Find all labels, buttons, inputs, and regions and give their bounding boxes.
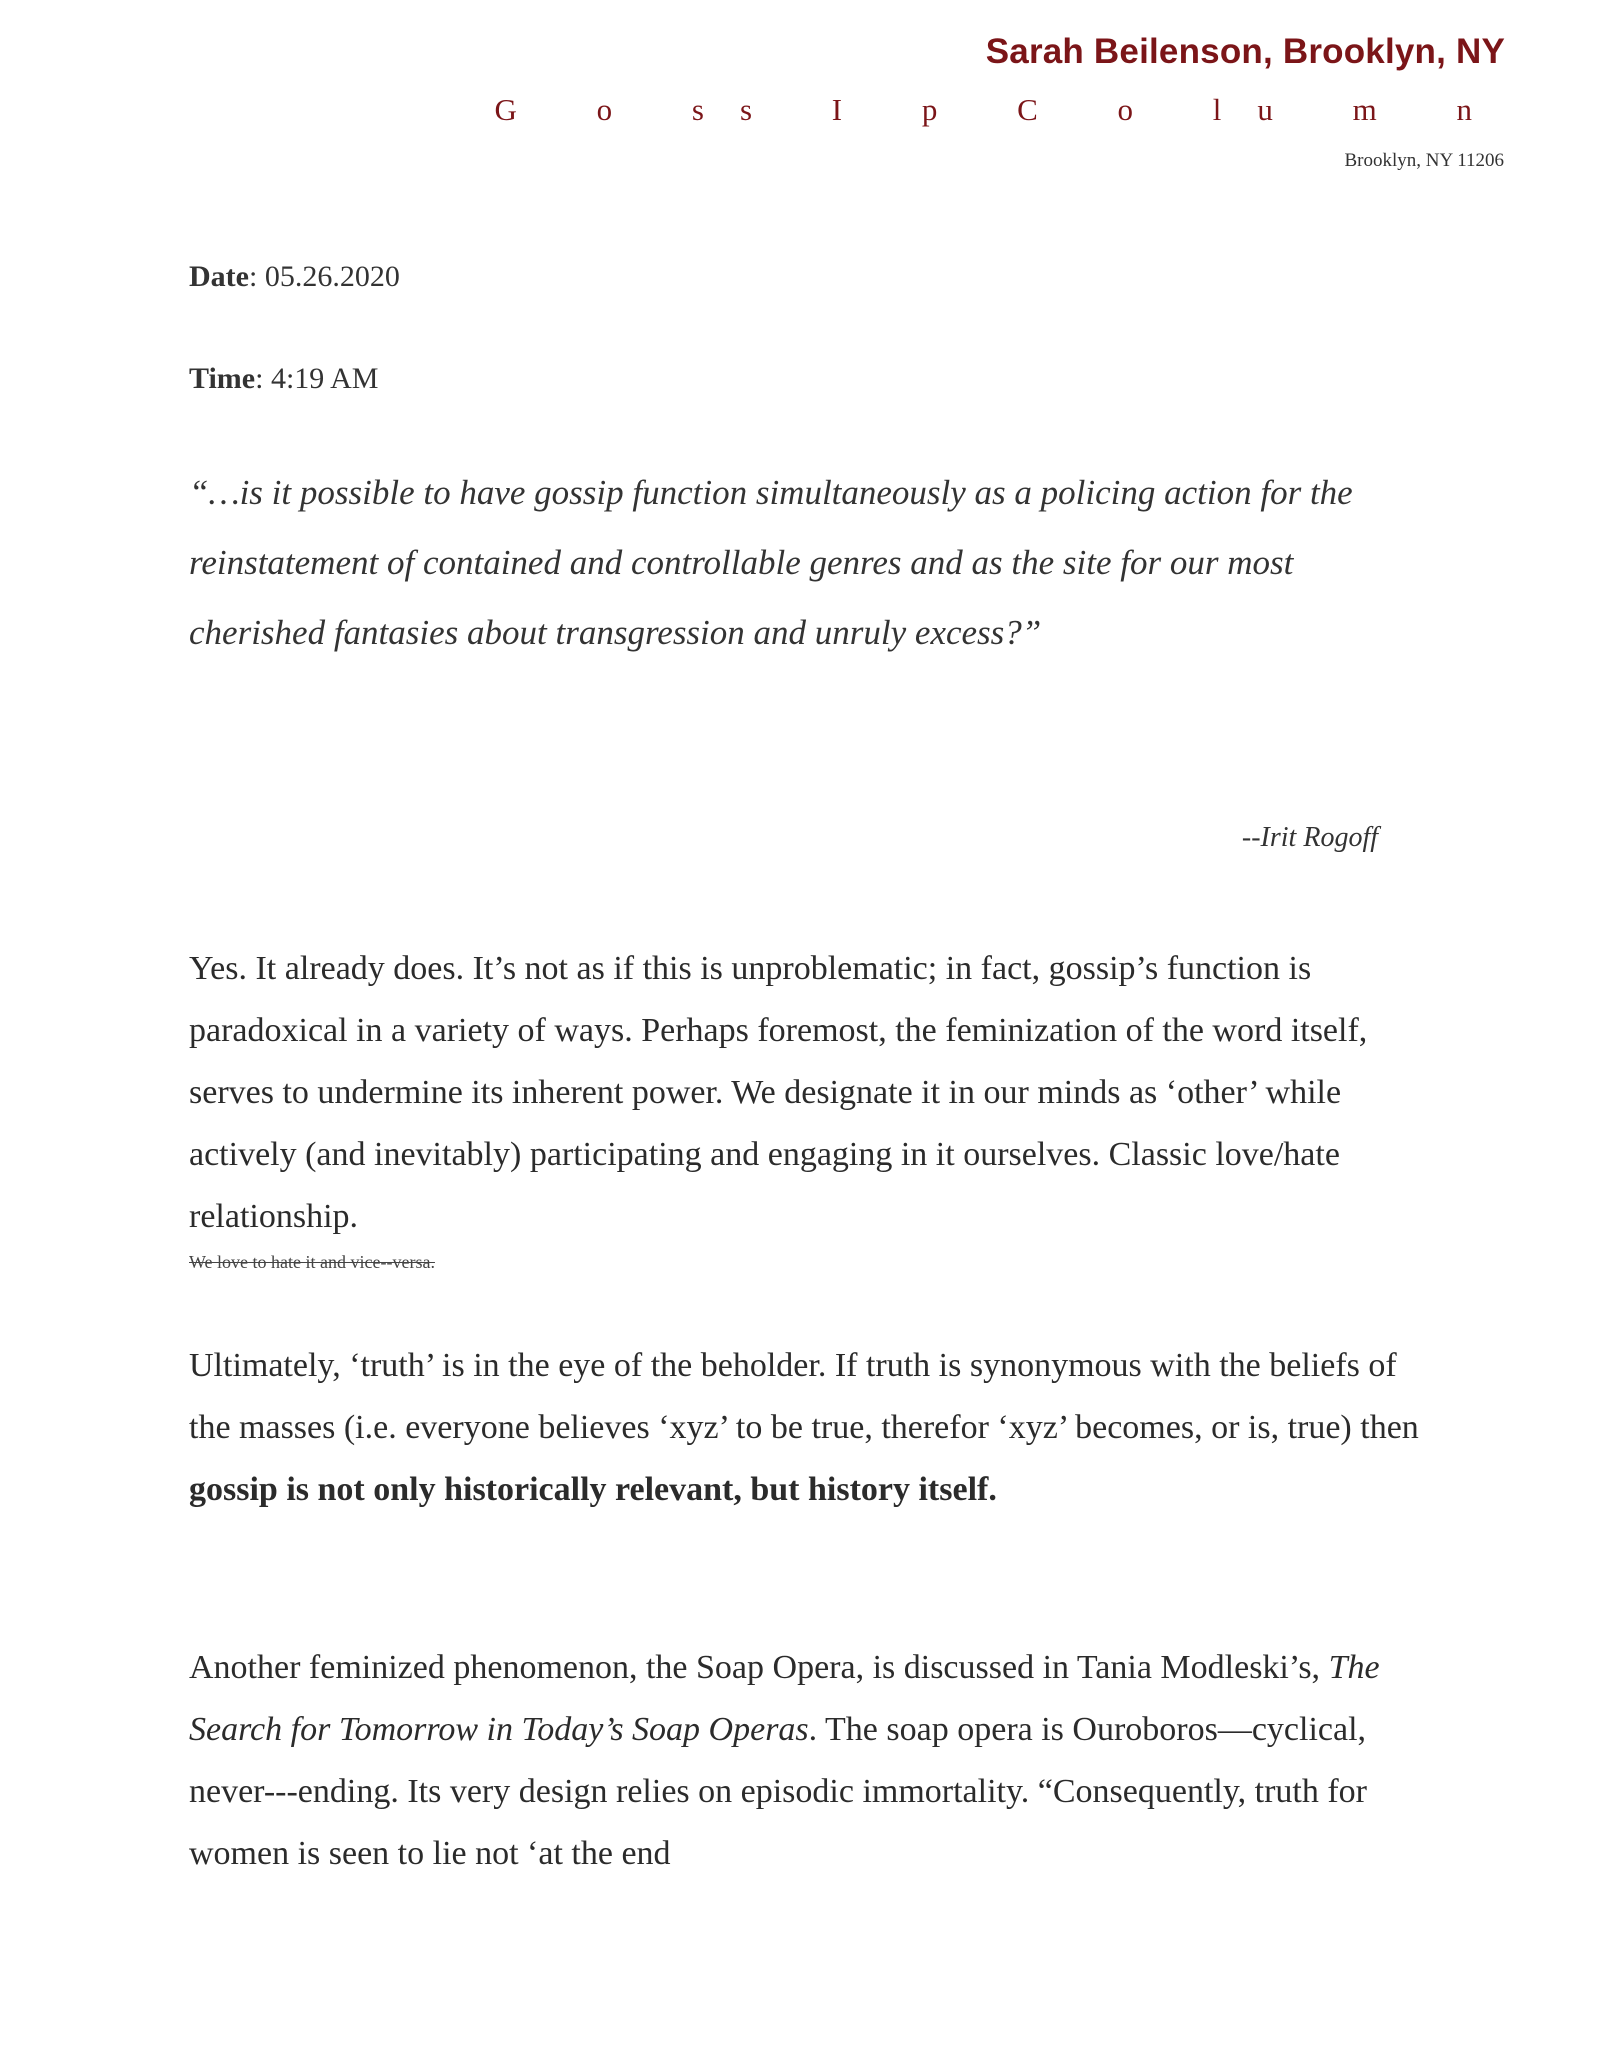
quote-attribution: --Irit Rogoff — [1241, 822, 1378, 853]
paragraph-2 — [189, 1335, 1429, 1521]
strikethrough-note: We love to hate it and vice-‐versa. — [189, 1252, 435, 1272]
address-line: Brooklyn, NY 11206 — [1344, 150, 1504, 171]
date-value: : 05.26.2020 — [248, 260, 400, 293]
book-title: The Search for Tomorrow in Today’s Soap Operas — [189, 1649, 1380, 1748]
paragraph-2-bold: gossip is not only historically relevant, but history itself. — [189, 1471, 997, 1508]
time-value: : 4:19 AM — [255, 362, 379, 395]
paragraph-2-text: Ultimately, ‘truth’ is in the eye of the beholder. If truth is synonymous with the beliefs of the masses (i.e. everyone believes ‘xyz’ to be true, therefor ‘xyz’ becomes, or is, true) then — [189, 1347, 1419, 1446]
paragraph-3-text-end: . The soap opera is Ouroboros—cyclical, never-‐‐ending. Its very design relies on episodic immortality. “Consequently, truth for women is seen to lie not ‘at the end — [189, 1711, 1367, 1872]
epigraph-quote: “…is it possible to have gossip function simultaneously as a policing action for the reinstatement of contained and controllable genres and as the site for our most cherished fantasies about transgression and unruly excess?” — [189, 473, 1353, 652]
paragraph-1: Yes. It already does. It’s not as if this is unproblematic; in fact, gossip’s function is paradoxical in a variety of ways. Perhaps foremost, the feminization of the word itself, serves to undermine its inherent power. We designate it in our minds as ‘other’ while actively (and inevitably) participating and engaging in it ourselves. Classic love/hate relationship. — [189, 950, 1368, 1235]
date-line — [189, 260, 400, 294]
time-line — [189, 362, 378, 396]
paragraph-3-text-start: Another feminized phenomenon, the Soap Opera, is discussed in Tania Modleski’s, — [189, 1649, 1329, 1686]
paragraph-3 — [189, 1637, 1429, 1885]
time-label: Time — [189, 362, 256, 395]
author-header: Sarah Beilenson, Brooklyn, NY — [985, 32, 1505, 71]
column-title: G o ss I p C o lu m n — [494, 92, 1508, 127]
date-label: Date — [189, 260, 249, 293]
